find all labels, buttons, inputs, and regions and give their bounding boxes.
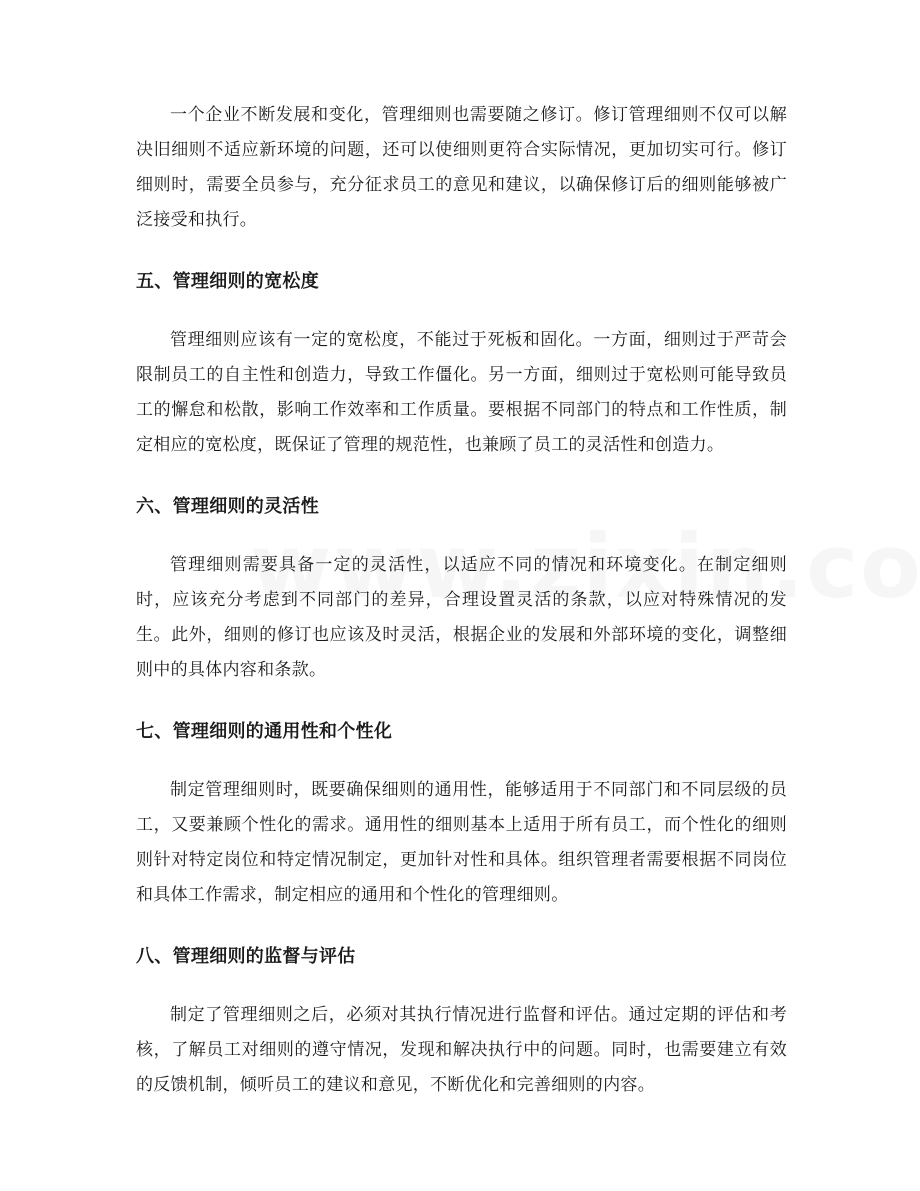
document-body bbox=[136, 98, 787, 1103]
paragraph-section-7: 制定管理细则时，既要确保细则的通用性，能够适用于不同部门和不同层级的员工，又要兼顾个性化的需求。通用性的细则基本上适用于所有员工，而个性化的细则则针对特定岗位和特定情况制定，更加针对性和具体。组织管理者需要根据不同岗位和具体工作需求，制定相应的通用和个性化的管理细则。 bbox=[136, 780, 787, 905]
heading-section-7: 七、管理细则的通用性和个性化 bbox=[136, 721, 393, 742]
heading-section-6: 六、管理细则的灵活性 bbox=[136, 496, 319, 517]
paragraph-section-8: 制定了管理细则之后，必须对其执行情况进行监督和评估。通过定期的评估和考核，了解员工对细则的遵守情况，发现和解决执行中的问题。同时，也需要建立有效的反馈机制，倾听员工的建议和意见，不断优化和完善细则的内容。 bbox=[136, 1005, 787, 1095]
heading-section-8: 八、管理细则的监督与评估 bbox=[136, 946, 356, 967]
paragraph-revision: 一个企业不断发展和变化，管理细则也需要随之修订。修订管理细则不仅可以解决旧细则不适应新环境的问题，还可以使细则更符合实际情况，更加切实可行。修订细则时，需要全员参与，充分征求员工的意见和建议，以确保修订后的细则能够被广泛接受和执行。 bbox=[136, 105, 787, 230]
paragraph-section-6: 管理细则需要具备一定的灵活性，以适应不同的情况和环境变化。在制定细则时，应该充分考虑到不同部门的差异，合理设置灵活的条款，以应对特殊情况的发生。此外，细则的修订也应该及时灵活，根据企业的发展和外部环境的变化，调整细则中的具体内容和条款。 bbox=[136, 555, 787, 680]
paragraph-section-5: 管理细则应该有一定的宽松度，不能过于死板和固化。一方面，细则过于严苛会限制员工的自主性和创造力，导致工作僵化。另一方面，细则过于宽松则可能导致员工的懈怠和松散，影响工作效率和工作质量。要根据不同部门的特点和工作性质，制定相应的宽松度，既保证了管理的规范性，也兼顾了员工的灵活性和创造力。 bbox=[136, 330, 787, 455]
heading-section-5: 五、管理细则的宽松度 bbox=[136, 271, 319, 292]
